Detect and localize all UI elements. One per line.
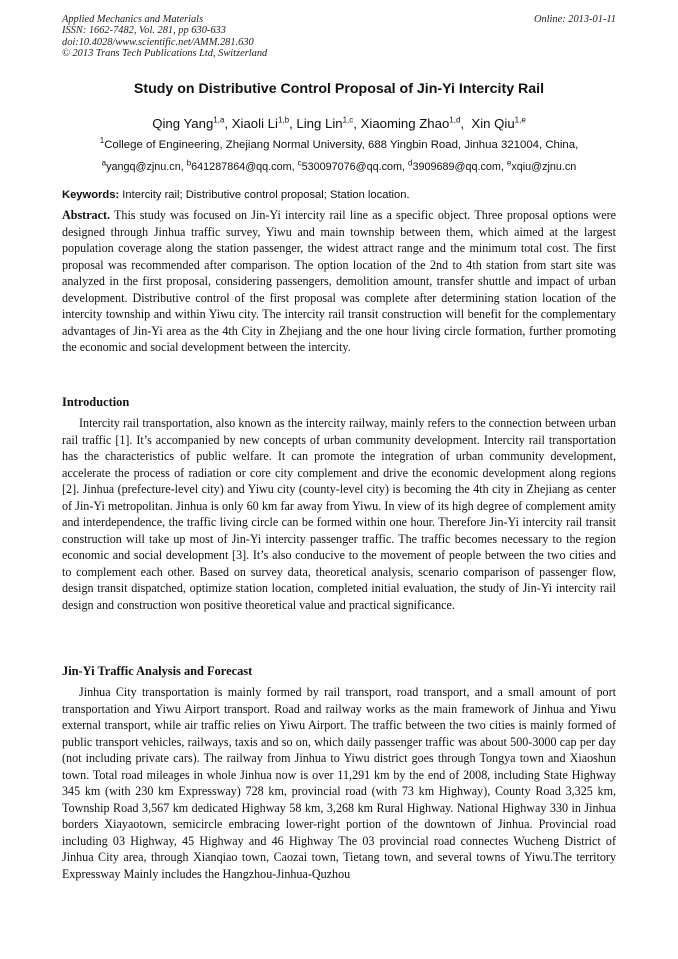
email: $^b$641287864@qq.com bbox=[186, 158, 292, 173]
email: $^c$530097076@qq.com bbox=[297, 158, 403, 173]
email: $^a$yangq@zjnu.cn bbox=[101, 158, 181, 173]
author: Ling Lin$^{1,c}$ bbox=[296, 115, 354, 131]
introduction-body bbox=[62, 415, 616, 614]
email: $^e$xqiu@zjnu.cn bbox=[506, 158, 577, 173]
author-emails: $^a$yangq@zjnu.cn, $^b$641287864@qq.com, $^c$530097076@qq.com, $^d$3909689@qq.com, $^e$xqiu@zjnu.cn bbox=[101, 158, 577, 173]
issn-line: ISSN: 1662-7482, Vol. 281, pp 630-633 bbox=[62, 25, 226, 37]
paragraph: Jinhua City transportation is mainly formed by rail transport, road transport, and a small amount of port transportation and Yiwu Airport transport. Road and railway works as the main framework of Jinhua and Yiwu external transport, while air traffic relies on Yiwu Airport. The traffic between the two cities is mainly formed of public transport vehicles, railways, taxis and so on, which daily passenger traffic was about 500-3000 cap per day (not including private cars). The railway from Jinhua to Yiwu district goes through Tongya town and Xiaoshun town. Total road mileages in whole Jinhua now is over 11,291 km by the end of 2008, including State Highway 345 km (with 230 km Expressway) 728 km, provincial road (with 73 km Highway), County Road 3,325 km, Township Road 3,567 km dedicated Highway 58 km, 3,268 km Rural Highway. National Highway 330 in Jinhua borders Xiayaotown, semicircle embracing lower-right portion of the downtown of Jinhua. Provincial road including 03 Highway, 45 Highway and 46 Highway The 03 provincial road connectes Wucheng District of Jinhua City area, through Xianqiao town, Caozai town, Tietang town, and several towns of Yiwu.The territory Expressway Mainly includes the Hangzhou-Jinhua-Quzhou bbox=[62, 685, 616, 882]
traffic-analysis-body bbox=[62, 684, 616, 883]
author: Xin Qiu$^{1,e}$ bbox=[471, 115, 526, 131]
author-list: Qing Yang$^{1,a}$, Xiaoli Li$^{1,b}$, Ling Lin$^{1,c}$, Xiaoming Zhao$^{1,d}$, Xin Qiu$^{1,e}$ bbox=[152, 115, 526, 131]
keywords bbox=[62, 189, 616, 201]
email: $^d$3909689@qq.com bbox=[408, 158, 501, 173]
abstract-text: This study was focused on Jin-Yi intercity rail line as a specific object. Three proposal options were designed through Jinhua traffic survey, Yiwu and main township between them, which aimed at the largest population coverage along the station passenger, the widest attract range and the minimum total cost. The first proposal was recommended after comparison. The option location of the 2nd to 4th station from start site was analyzed in the first proposal, considering passengers, demolition amount, transfer shuttle and impact of urban development. Distributive control of the first proposal was complete after determining station location of the intercity township and within Yiwu city. The intercity rail transit construction will benefit for the complementary advantages of Jin-Yi area as the 4th City in Zhejiang and the one hour living circle formation, further promoting the economic and social development between the intercity. bbox=[62, 208, 616, 355]
section-heading-traffic-analysis: Jin-Yi Traffic Analysis and Forecast bbox=[62, 664, 253, 678]
journal-header bbox=[62, 14, 616, 60]
online-date: Online: 2013-01-11 bbox=[533, 14, 616, 25]
author: Xiaoming Zhao$^{1,d}$ bbox=[360, 115, 461, 131]
author: Qing Yang$^{1,a}$ bbox=[152, 115, 225, 131]
keywords-label: Keywords: bbox=[62, 189, 120, 201]
doi-line: doi:10.4028/www.scientific.net/AMM.281.630 bbox=[62, 36, 254, 48]
abstract-label: Abstract. bbox=[62, 208, 111, 222]
paragraph: Intercity rail transportation, also known as the intercity railway, mainly refers to the connection between urban rail traffic [1]. It’s accompanied by new concepts of urban community development. Intercity rail transportation has the characteristics of public welfare. It can promote the integration of urban community development, accelerate the process of radiation or core city complement and drive the economic development along regions [2]. Jinhua (prefecture-level city) and Yiwu city (county-level city) is becoming the 4th city in Zhejiang as center of Jin-Yi metropolitan. Jinhua is only 60 km far away from Yiwu. In view of its high degree of complement amity and interdependence, the traffic living circle can be formed within one hour. Therefore Jin-Yi intercity rail transit construction will take up most of Jin-Yi intercity passenger traffic. The traffic becomes necessary to the region economic and social development [3]. It’s also conducive to the movement of people between the two cities and to complement each other. Based on survey data, theoretical analysis, scenario comparison of passenger flow, design transit dispatched, optimize station location, completed initial evaluation, the study of Jin-Yi intercity rail design and construction won positive theoretical value and practical significance. bbox=[62, 416, 616, 613]
section-heading-introduction: Introduction bbox=[62, 395, 130, 409]
author: Xiaoli Li$^{1,b}$ bbox=[231, 115, 290, 131]
abstract bbox=[62, 207, 616, 356]
copyright-line: © 2013 Trans Tech Publications Ltd, Switzerland bbox=[62, 48, 268, 60]
keywords-text: Intercity rail; Distributive control proposal; Station location. bbox=[119, 189, 410, 201]
affiliation: $^1$College of Engineering, Zhejiang Normal University, 688 Yingbin Road, Jinhua 321004, China, bbox=[99, 136, 579, 151]
journal-name: Applied Mechanics and Materials bbox=[62, 14, 204, 25]
paper-title: Study on Distributive Control Proposal of Jin-Yi Intercity Rail bbox=[133, 81, 545, 97]
